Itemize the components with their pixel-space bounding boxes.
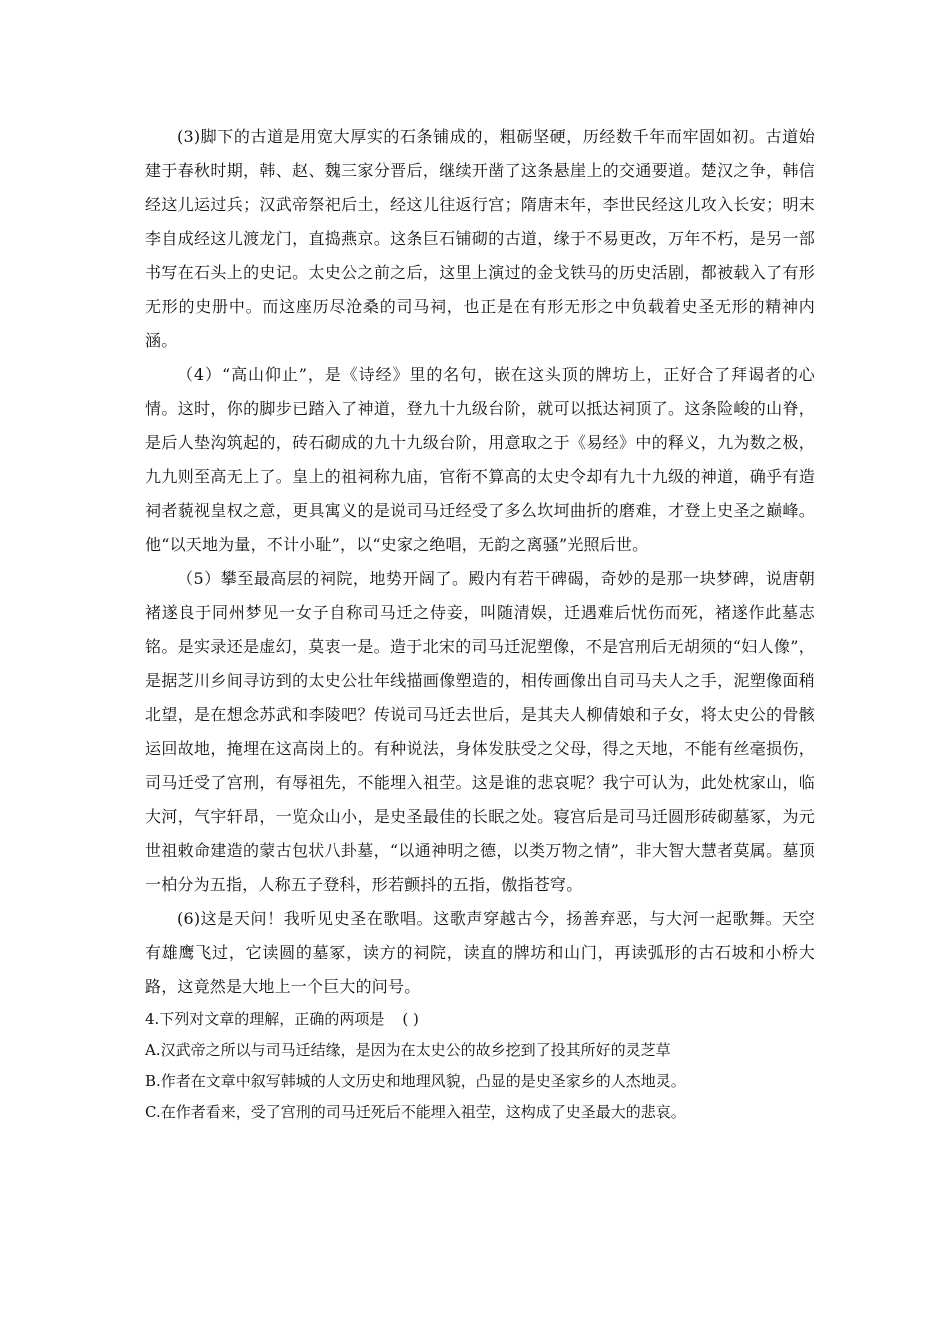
question-stem-line	[145, 1004, 815, 1035]
question-stem: 4.下列对文章的理解，正确的两项是	[145, 1010, 385, 1028]
document-page	[145, 120, 815, 1128]
question-4	[145, 1004, 815, 1128]
option-a: A.汉武帝之所以与司马迁结缘，是因为在太史公的故乡挖到了投其所好的灵芝草	[145, 1041, 671, 1059]
option-c: C.在作者看来，受了宫刑的司马迁死后不能埋入祖茔，这构成了史圣最大的悲哀。	[145, 1103, 686, 1121]
paragraph-5: （5）攀至最高层的祠院，地势开阔了。殿内有若干碑碣，奇妙的是那一块梦碑，说唐朝褚遂良于同州梦见一女子自称司马迁之侍妾，叫随清娱，迁遇难后忧伤而死，褚遂作此墓志铭。是实录还是虚幻，莫衷一是。造于北宋的司马迁泥塑像，不是宫刑后无胡须的“妇人像”，是据芝川乡间寻访到的太史公壮年线描画像塑造的，相传画像出自司马夫人之手，泥塑像面稍北望，是在想念苏武和李陵吧？传说司马迁去世后，是其夫人柳倩娘和子女，将太史公的骨骸运回故地，掩埋在这高岗上的。有种说法，身体发肤受之父母，得之天地，不能有丝毫损伤，司马迁受了宫刑，有辱祖先，不能埋入祖茔。这是谁的悲哀呢？我宁可认为，此处枕家山，临大河，气宇轩昂，一览众山小，是史圣最佳的长眠之处。寝宫后是司马迁圆形砖砌墓冢，为元世祖敕命建造的蒙古包状八卦墓，“以通神明之德，以类万物之情”，非大智大慧者莫属。墓顶一柏分为五指，人称五子登科，形若颤抖的五指，傲指苍穹。	[145, 569, 815, 894]
paragraph-4: （4）“高山仰止”，是《诗经》里的名句，嵌在这头顶的牌坊上，正好合了拜谒者的心情。这时，你的脚步已踏入了神道，登九十九级台阶，就可以抵达祠顶了。这条险峻的山脊，是后人垫沟筑起的，砖石砌成的九十九级台阶，用意取之于《易经》中的释义，九为数之极，九九则至高无上了。皇上的祖祠称九庙，官衔不算高的太史令却有九十九级的神道，确乎有造祠者藐视皇权之意，更具寓义的是说司马迁经受了多么坎坷曲折的磨难，才登上史圣之巅峰。他“以天地为量，不计小耻”，以“史家之绝唱，无韵之离骚”光照后世。	[145, 365, 815, 554]
paragraph-6: (6)这是天问！我听见史圣在歌唱。这歌声穿越古今，扬善弃恶，与大河一起歌舞。天空有雄鹰飞过，它读圆的墓冢，读方的祠院，读直的牌坊和山门，再读弧形的古石坡和小桥大路，这竟然是大地上一个巨大的问号。	[145, 909, 815, 996]
option-b: B.作者在文章中叙写韩城的人文历史和地理风貌，凸显的是史圣家乡的人杰地灵。	[145, 1072, 686, 1090]
paragraph-3: (3)脚下的古道是用宽大厚实的石条铺成的，粗砺坚硬，历经数千年而牢固如初。古道始建于春秋时期，韩、赵、魏三家分晋后，继续开凿了这条悬崖上的交通要道。楚汉之争，韩信经这儿运过兵；汉武帝祭祀后土，经这儿往返行宫；隋唐末年，李世民经这儿攻入长安；明末李自成经这儿渡龙门，直捣燕京。这条巨石铺砌的古道，缘于不易更改，万年不朽，是另一部书写在石头上的史记。太史公之前之后，这里上演过的金戈铁马的历史活剧，都被载入了有形无形的史册中。而这座历尽沧桑的司马祠，也正是在有形无形之中负载着史圣无形的精神内涵。	[145, 127, 815, 350]
answer-blank: ( )	[402, 1010, 419, 1028]
